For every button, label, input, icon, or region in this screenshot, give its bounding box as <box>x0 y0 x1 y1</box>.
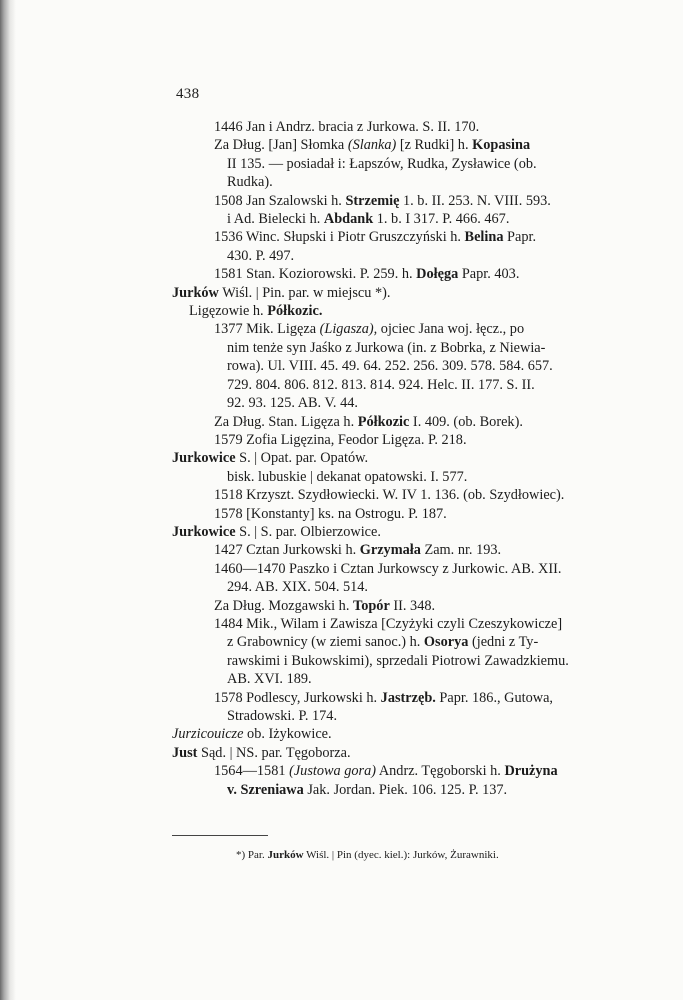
text-line <box>172 192 582 210</box>
text-run: Sąd. | NS. par. Tęgoborza. <box>197 744 351 761</box>
text-line <box>172 505 582 523</box>
text-run: Wiśl. | Pin. par. w miejscu *). <box>218 284 391 301</box>
bold-text: Jurków <box>267 849 304 861</box>
bold-text: Półkozic <box>357 413 410 430</box>
text-run: I. 409. (ob. Borek). <box>409 413 523 430</box>
bold-text: Just <box>172 744 198 761</box>
text-line <box>172 541 582 559</box>
bold-text: Grzymała <box>359 542 421 559</box>
text-run: Ligęzowie h. <box>189 303 268 320</box>
bold-text: Jurków <box>172 284 219 301</box>
text-run: 294. AB. XIX. 504. 514. <box>227 579 368 596</box>
italic-text: (Ligasza), <box>319 321 378 338</box>
bold-text: Jurkowice <box>172 450 236 467</box>
text-line <box>172 394 582 412</box>
page-edge-shadow <box>0 0 16 1000</box>
text-line <box>172 302 582 320</box>
text-line <box>172 486 582 504</box>
text-line <box>172 725 582 743</box>
text-line <box>172 413 582 431</box>
text-run: Za Dług. Mozgawski h. <box>214 597 353 614</box>
text-line <box>172 247 582 265</box>
text-run: z Grabownicy (w ziemi sanoc.) h. <box>227 634 424 651</box>
text-line <box>172 744 582 762</box>
text-run: 1581 Stan. Koziorowski. P. 259. h. <box>214 266 417 283</box>
text-run: 1446 Jan i Andrz. bracia z Jurkowa. S. II. 170. <box>214 119 480 135</box>
text-line <box>172 376 582 394</box>
text-run: 1. b. I 317. P. 466. 467. <box>373 211 510 228</box>
text-line <box>172 210 582 228</box>
text-line <box>172 670 582 688</box>
entries-text-block <box>172 118 582 799</box>
text-line <box>172 633 582 651</box>
bold-text: Dołęga <box>416 266 459 283</box>
bold-text: Belina <box>464 229 504 246</box>
text-line <box>172 357 582 375</box>
text-line <box>172 578 582 596</box>
text-line <box>172 762 582 780</box>
bold-text: v. Szreniawa <box>227 781 304 798</box>
text-run: 729. 804. 806. 812. 813. 814. 924. Helc. II. 177. S. II. <box>227 376 535 393</box>
text-run: (jedni z Ty- <box>468 634 539 651</box>
text-line <box>172 431 582 449</box>
text-line <box>172 689 582 707</box>
text-run: Za Dług. Stan. Ligęza h. <box>214 413 358 430</box>
text-run: 1. b. II. 253. N. VIII. 593. <box>399 192 551 209</box>
text-run: Andrz. Tęgoborski h. <box>376 763 505 780</box>
text-line <box>172 781 582 799</box>
text-run: ob. Iżykowice. <box>243 726 332 743</box>
text-run: 430. P. 497. <box>227 247 295 264</box>
text-line <box>172 320 582 338</box>
text-line <box>172 560 582 578</box>
text-run: 1484 Mik., Wilam i Zawisza [Czyżyki czyli Czeszykowicze] <box>214 615 563 632</box>
text-line <box>172 339 582 357</box>
text-run: 1377 Mik. Ligęza <box>214 321 320 338</box>
text-run: 1518 Krzyszt. Szydłowiecki. W. IV 1. 136. (ob. Szydłowiec). <box>214 487 565 504</box>
footnote <box>236 849 499 861</box>
italic-text: Jurzicouicze <box>172 726 244 743</box>
text-run: 1564—1581 <box>214 763 290 780</box>
text-run: ojciec Jana woj. łęcz., po <box>377 321 525 338</box>
text-run: 1578 [Konstanty] ks. na Ostrogu. P. 187. <box>214 505 447 522</box>
text-line <box>172 284 582 302</box>
text-run: 1427 Cztan Jurkowski h. <box>214 542 360 559</box>
text-run: Papr. <box>503 229 537 246</box>
text-line <box>172 615 582 633</box>
bold-text: Jurkowice <box>172 523 236 540</box>
text-run: bisk. lubuskie | dekanat opatowski. I. 577. <box>227 468 468 485</box>
italic-text: (Justowa gora) <box>289 763 377 780</box>
text-run: Stradowski. P. 174. <box>227 708 338 724</box>
text-line <box>172 449 582 467</box>
text-run: i Ad. Bielecki h. <box>227 211 324 228</box>
text-line <box>172 652 582 670</box>
text-run: [z Rudki] h. <box>396 137 473 154</box>
text-run: Za Dług. [Jan] Słomka <box>214 137 348 154</box>
text-run: 1536 Winc. Słupski i Piotr Gruszczyński h. <box>214 229 465 246</box>
text-run: Papr. 403. <box>458 266 520 283</box>
bold-text: Topór <box>352 597 390 614</box>
text-line <box>172 265 582 283</box>
bold-text: Drużyna <box>504 763 558 780</box>
text-run: Jak. Jordan. Piek. 106. 125. P. 137. <box>303 781 508 798</box>
bold-text: Kopasina <box>472 137 531 154</box>
text-run: S. | S. par. Olbierzowice. <box>235 523 381 540</box>
text-line <box>172 597 582 615</box>
text-run: Rudka). <box>227 174 273 191</box>
text-run: S. | Opat. par. Opatów. <box>235 450 369 467</box>
text-run: nim tenże syn Jaśko z Jurkowa (in. z Bobrka, z Niewia- <box>227 339 546 356</box>
text-run: 1460—1470 Paszko i Cztan Jurkowscy z Jurkowic. AB. XII. <box>214 560 562 577</box>
text-line <box>172 523 582 541</box>
text-line <box>172 707 582 725</box>
text-run: 1578 Podlescy, Jurkowski h. <box>214 689 381 706</box>
text-run: II 135. — posiadał i: Łapszów, Rudka, Zysławice (ob. <box>227 155 537 172</box>
bold-text: Osorya <box>423 634 469 651</box>
bold-text: Półkozic. <box>267 303 323 320</box>
italic-text: (Slanka) <box>347 137 397 154</box>
text-run: rawskimi i Bukowskimi), sprzedali Piotrowi Zawadzkiemu. <box>227 652 569 669</box>
text-line <box>172 136 582 154</box>
bold-text: Jastrzęb. <box>380 689 436 706</box>
text-run: 1579 Zofia Ligęzina, Feodor Ligęza. P. 218. <box>214 431 467 448</box>
text-run: *) Par. <box>236 849 268 861</box>
bold-text: Abdank <box>323 211 374 228</box>
text-run: II. 348. <box>389 597 436 614</box>
text-line <box>172 173 582 191</box>
text-run: rowa). Ul. VIII. 45. 49. 64. 252. 256. 309. 578. 584. 657. <box>227 358 553 375</box>
text-run: Wiśl. | Pin (dyec. kiel.): Jurków, Żurawniki. <box>303 849 499 861</box>
footnote-rule <box>172 835 268 836</box>
text-run: Zam. nr. 193. <box>420 542 502 559</box>
text-line <box>172 468 582 486</box>
page-number: 438 <box>176 86 200 102</box>
text-line <box>172 155 582 173</box>
text-run: 1508 Jan Szalowski h. <box>214 192 346 209</box>
text-line <box>172 228 582 246</box>
text-run: 92. 93. 125. AB. V. 44. <box>227 395 358 412</box>
bold-text: Strzemię <box>345 192 400 209</box>
text-run: AB. XVI. 189. <box>227 671 312 688</box>
text-line <box>172 118 582 136</box>
text-run: Papr. 186., Gutowa, <box>435 689 554 706</box>
